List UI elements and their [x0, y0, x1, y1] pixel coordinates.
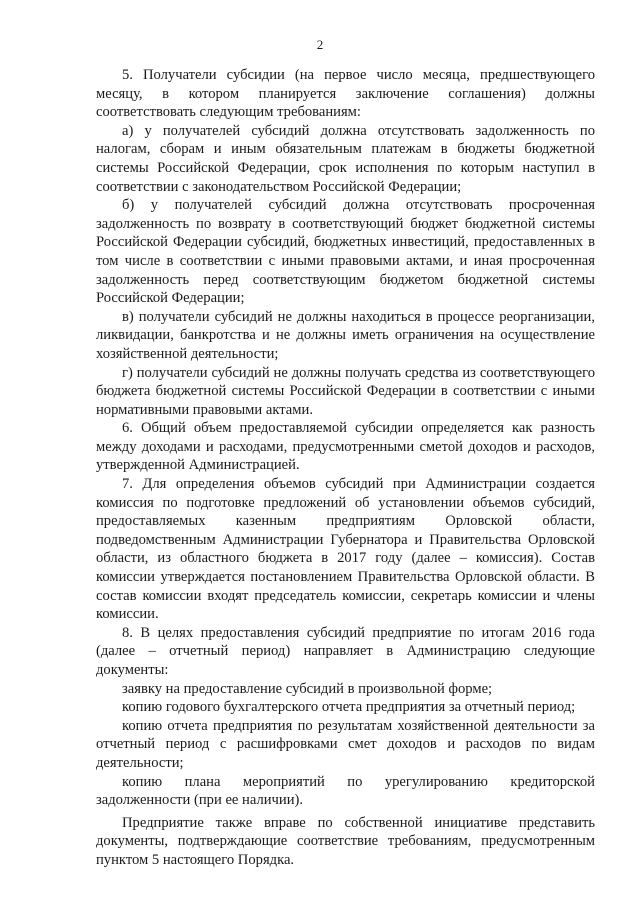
document-item-activity-report: копию отчета предприятия по результатам хозяйственной деятельности за отчетный период с расшифровками смет доходов и расходов по видам деятельности;	[96, 717, 595, 771]
paragraph-5a: а) у получателей субсидий должна отсутствовать задолженность по налогам, сборам и иным обязательным платежам в бюджеты бюджетной системы Российской Федерации, срок исполнения по которым наступил в соответствии с законодательством Российской Федерации;	[96, 122, 595, 195]
page-number: 2	[316, 37, 324, 52]
paragraph-6: 6. Общий объем предоставляемой субсидии определяется как разность между доходами и расходами, предусмотренными сметой доходов и расходов, утвержденной Администрацией.	[96, 420, 595, 474]
paragraph-initiative: Предприятие также вправе по собственной инициативе представить документы, подтверждающие соответствие требованиям, предусмотренным пунктом 5 настоящего Порядка.	[96, 814, 595, 868]
paragraph-5-requirements: 5. Получатели субсидии (на первое число месяца, предшествующего месяцу, в котором планируется заключение соглашения) должны соответствовать следующим требованиям:	[96, 67, 595, 121]
document-item-debt-plan: копию плана мероприятий по урегулированию кредиторской задолженности (при ее наличии).	[96, 773, 595, 809]
paragraph-5b: б) у получателей субсидий должна отсутствовать просроченная задолженность по возврату в соответствующий бюджет бюджетной системы Российской Федерации субсидий, бюджетных инвестиций, предоставленных в том числе в соответствии с иными правовыми актами, и иная просроченная задолженность перед соответствующим бюджетом бюджетной системы Российской Федерации;	[96, 197, 595, 307]
paragraph-7: 7. Для определения объемов субсидий при Администрации создается комиссия по подготовке предложений об установлении объемов субсидий, предоставляемых казенным предприятиям Орловской области, подведомственным Администрации Губернатора и Правительства Орловской области, из областного бюджета в 2017 году (далее – комиссия). Состав комиссии утверждается постановлением Правительства Орловской области. В состав комиссии входят председатель комиссии, секретарь комиссии и члены комиссии.	[96, 476, 595, 623]
document-body	[96, 66, 595, 870]
paragraph-5g: г) получатели субсидий не должны получать средства из соответствующего бюджета бюджетной системы Российской Федерации в соответствии с иными нормативными правовыми актами.	[96, 364, 595, 418]
paragraph-5v: в) получатели субсидий не должны находиться в процессе реорганизации, ликвидации, банкротства и не должны иметь ограничения на осуществление хозяйственной деятельности;	[96, 308, 595, 362]
document-item-application: заявку на предоставление субсидий в произвольной форме;	[122, 680, 493, 697]
paragraph-8: 8. В целях предоставления субсидий предприятие по итогам 2016 года (далее – отчетный период) направляет в Администрацию следующие документы:	[96, 624, 595, 678]
document-item-annual-report: копию годового бухгалтерского отчета предприятия за отчетный период;	[122, 699, 576, 716]
